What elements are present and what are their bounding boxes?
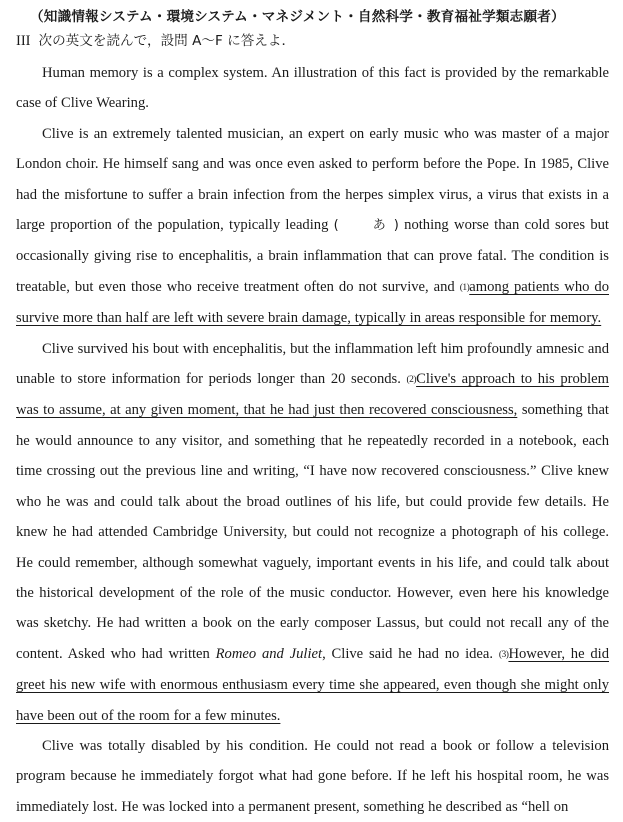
question-instruction: 次の英文を読んで，設問 A～F に答えよ．: [38, 33, 296, 49]
blank-a-close: ): [393, 218, 399, 234]
underline-marker-3: (3): [498, 649, 509, 660]
paragraph-2-text-a: Clive is an extremely talented musician, an expert on early music who was master of a major London choir. He himself sang and was once even asked to perform before the Pope. In 1985, Clive had the misfortune to suffer a brain infection from the herpes simplex virus, a virus that exists in a large proportion of the population, typically leading: [16, 125, 609, 234]
paragraph-3: [16, 334, 609, 731]
paragraph-1: Human memory is a complex system. An illustration of this fact is provided by the remarkable case of Clive Wearing.: [16, 65, 609, 112]
underlined-passage-3: However, he did greet his new wife with enormous enthusiasm every time she appeared, even though she might only have been out of the room for a few minutes.: [16, 645, 610, 724]
paragraph-4: Clive was totally disabled by his condition. He could not read a book or follow a television program because he immediately forgot what had gone before. If he left his hospital room, he was immediately lost. He was locked into a permanent present, something he described as “hell on: [16, 737, 609, 815]
underlined-passage-1: among patients who do survive more than half are left with severe brain damage, typically in areas responsible for memory.: [16, 278, 609, 327]
paragraph-2-text-b: nothing worse than cold sores but occasionally giving rise to encephalitis, a brain inflammation that can prove fatal. The condition is treatable, but even those who receive treatment often do not survive, and: [16, 217, 609, 295]
book-title: Romeo and Juliet: [215, 645, 323, 662]
underline-marker-2: (2): [406, 375, 417, 386]
question-heading: [16, 28, 609, 54]
paragraph-2: [16, 119, 609, 334]
underline-marker-1: (1): [459, 282, 470, 293]
question-number: III: [16, 33, 31, 49]
blank-a-label: あ: [372, 218, 386, 234]
paragraph-3-text-a: Clive survived his bout with encephalitis, but the inflammation left him profoundly amnesic and unable to store information for periods longer than 20 seconds.: [16, 340, 609, 388]
paragraph-3-text-b: something that he would announce to any visitor, and something that he repeatedly recorded in a notebook, each time crossing out the previous line and writing, “I have now recovered consciousness.” Clive knew who he was and could talk about the broad outlines of his life, but could provide few details. He knew he had attended Cambridge University, but could not recognize a photograph of his college. He could remember, although somewhat vaguely, important events in his life, and could talk about the historical development of the role of the music conductor. However, even here his knowledge was sketchy. He had written a book on the early composer Lassus, but could not recall any of the content. Asked who had written: [16, 402, 609, 662]
underlined-passage-2: Clive's approach to his problem was to assume, at any given moment, that he had just then recovered consciousness,: [16, 371, 609, 419]
blank-a-open: (: [333, 218, 339, 234]
applicant-header: （知識情報システム・環境システム・マネジメント・自然科学・教育福祉学類志願者）: [30, 9, 565, 25]
paragraph-3-text-c: , Clive said he had no idea.: [322, 645, 494, 662]
blank-a: [334, 218, 399, 233]
